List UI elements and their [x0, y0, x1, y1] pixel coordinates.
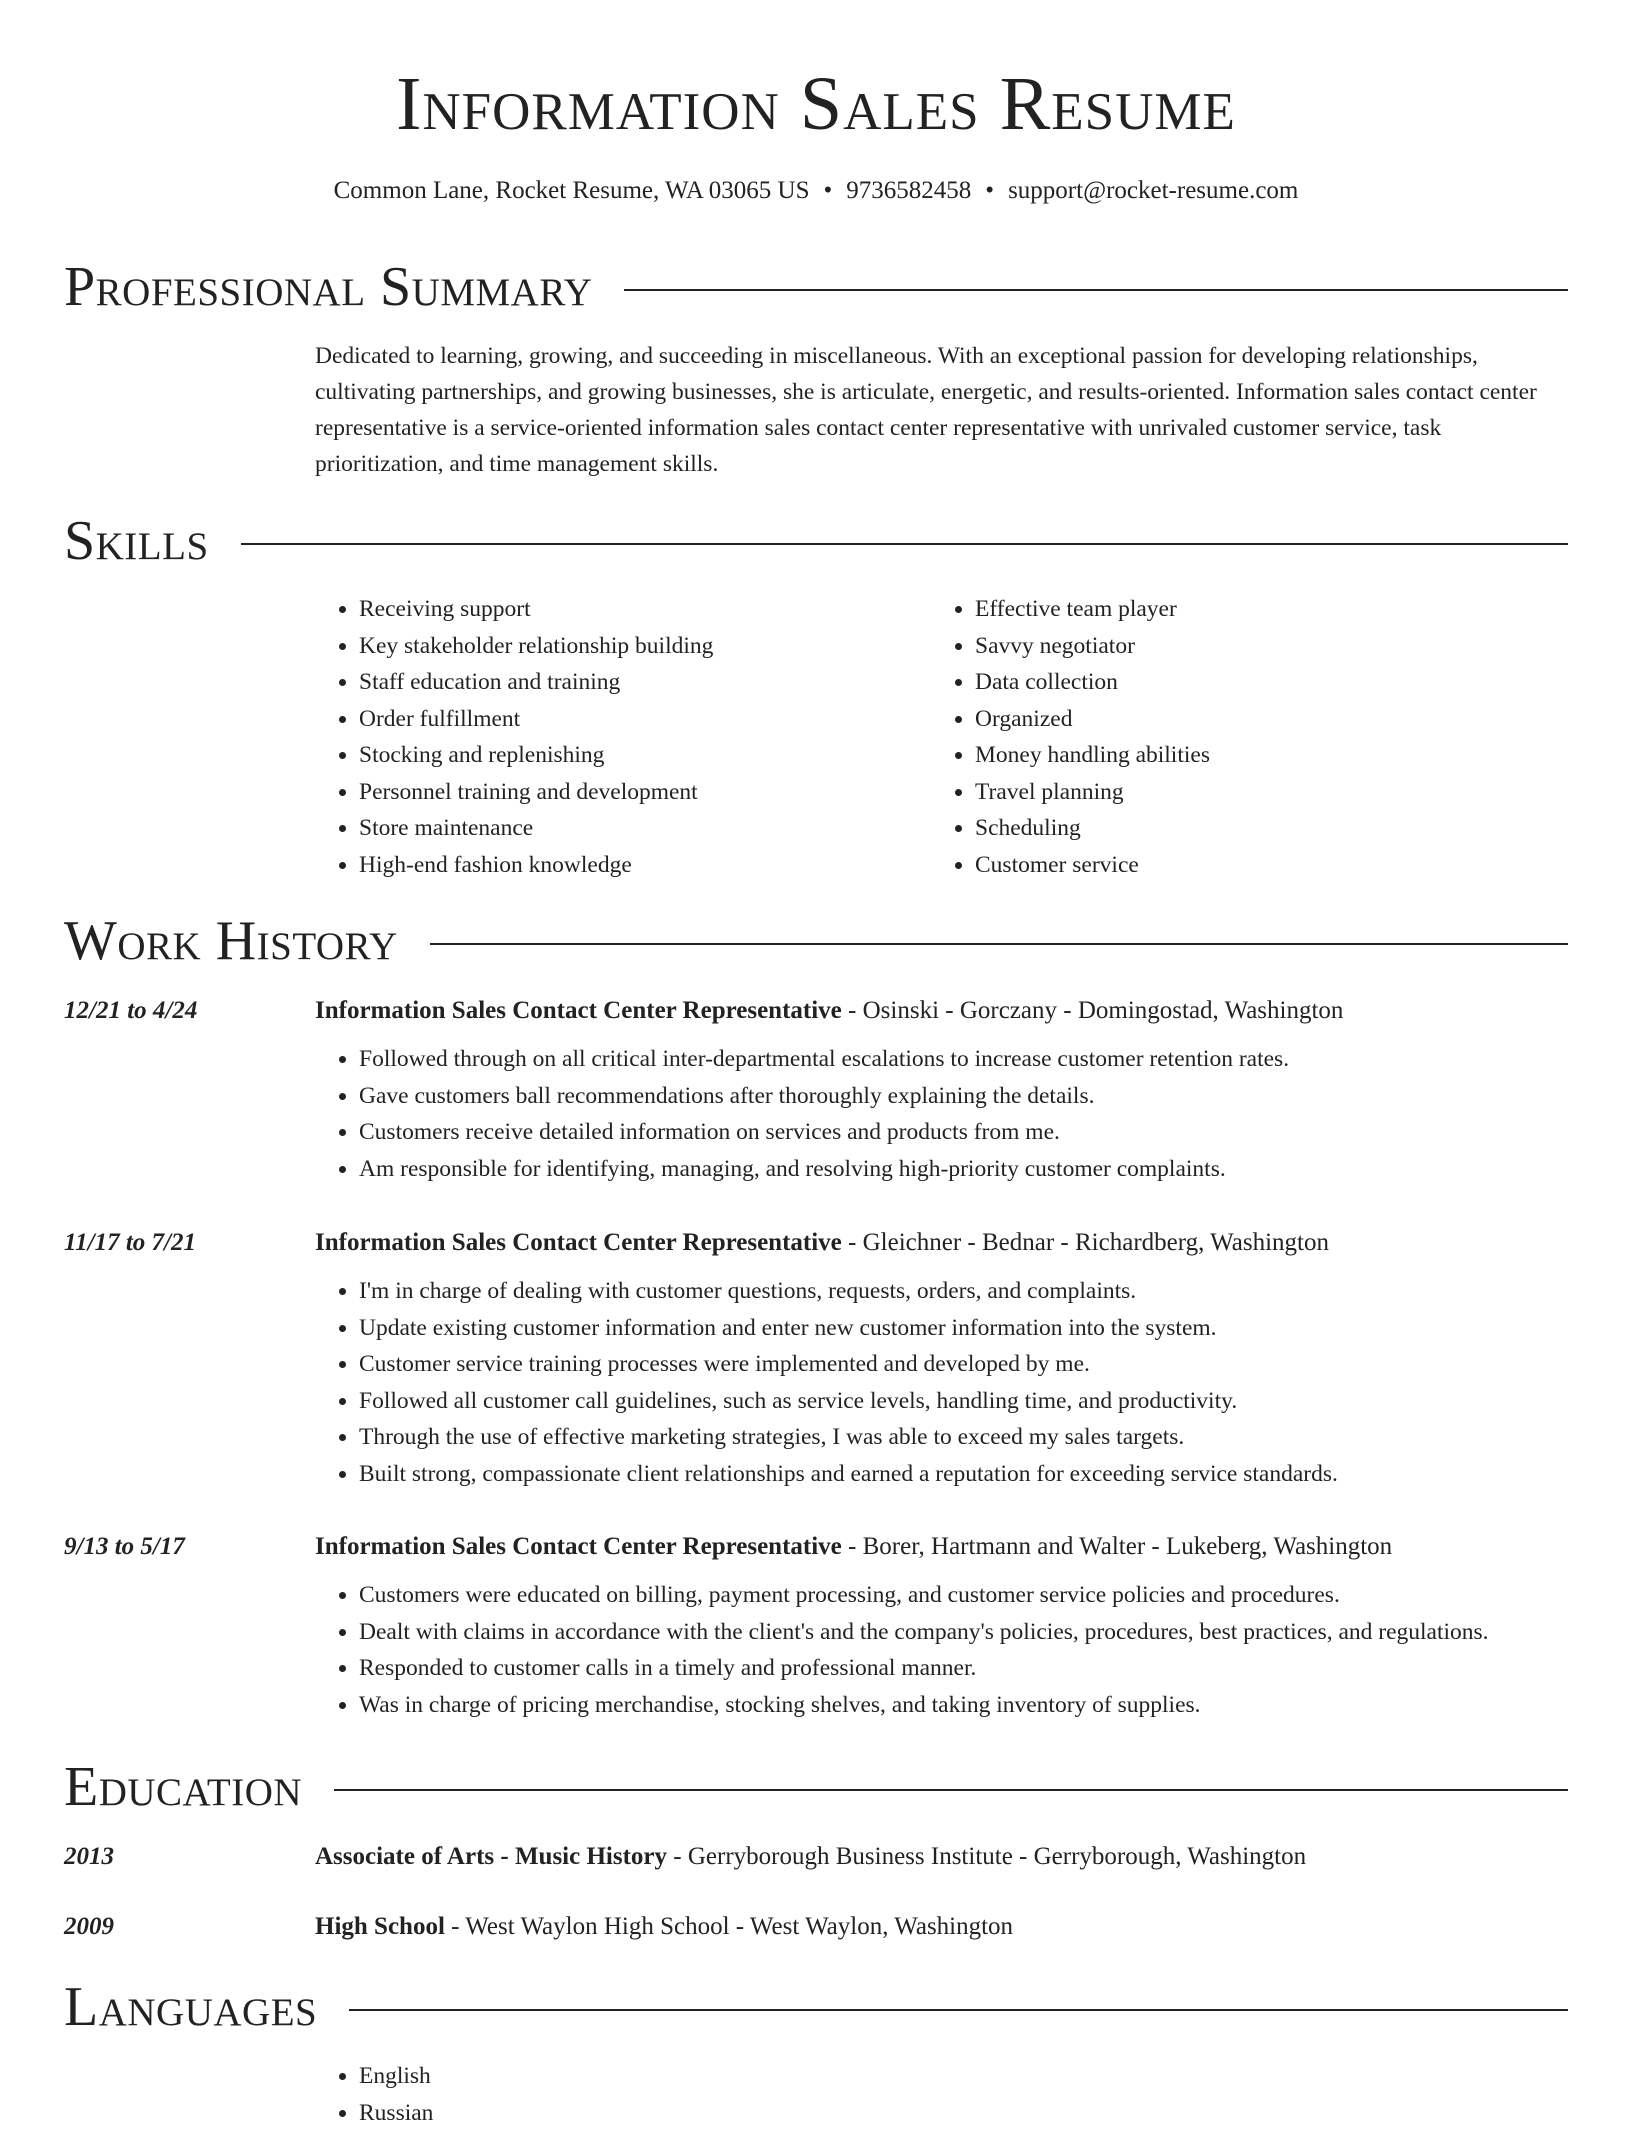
education-year: 2009 — [64, 1909, 114, 1945]
list-item: • I'm in charge of dealing with customer questions, requests, orders, and complaints. — [359, 1273, 1615, 1310]
section-heading-skills — [64, 506, 1568, 576]
education-title-line — [315, 1909, 1013, 1945]
job-employer: - Gleichner - Bednar - Richardberg, Washington — [842, 1229, 1329, 1256]
list-item: • High-end fashion knowledge — [359, 847, 915, 884]
job-duties — [315, 1041, 1615, 1187]
address: Common Lane, Rocket Resume, WA 03065 US — [334, 177, 810, 204]
contact-line — [0, 174, 1632, 208]
list-item: • Customers were educated on billing, payment processing, and customer service policies and procedures. — [359, 1577, 1615, 1614]
job-employer: - Osinski - Gorczany - Domingostad, Washington — [842, 997, 1344, 1024]
list-item: • Stocking and replenishing — [359, 737, 915, 774]
job-role: Information Sales Contact Center Representative — [315, 997, 842, 1024]
separator: • — [985, 174, 994, 208]
job-dates: 11/17 to 7/21 — [64, 1225, 196, 1261]
section-divider — [624, 289, 1568, 291]
list-item: • Travel planning — [975, 774, 1531, 811]
education-school: - West Waylon High School - West Waylon, Washington — [445, 1913, 1013, 1940]
list-item: • Scheduling — [975, 810, 1531, 847]
list-item: • Responded to customer calls in a timely and professional manner. — [359, 1650, 1615, 1687]
list-item: • Data collection — [975, 664, 1531, 701]
section-divider — [241, 543, 1568, 545]
job-duties — [315, 1577, 1615, 1723]
resume-title: Information Sales Resume — [0, 58, 1632, 150]
section-divider — [430, 943, 1568, 945]
section-heading-languages — [64, 1972, 1568, 2042]
list-item: • Dealt with claims in accordance with the client's and the company's policies, procedures, best practices, and regulations. — [359, 1614, 1615, 1651]
list-item: • Gave customers ball recommendations after thoroughly explaining the details. — [359, 1078, 1615, 1115]
list-item: • Was in charge of pricing merchandise, stocking shelves, and taking inventory of supplies. — [359, 1687, 1615, 1724]
list-item: • Staff education and training — [359, 664, 915, 701]
languages-list — [315, 2058, 915, 2131]
list-item: • Through the use of effective marketing strategies, I was able to exceed my sales targets. — [359, 1419, 1615, 1456]
job-title-line — [315, 1529, 1392, 1565]
section-title: Languages — [64, 1972, 317, 2042]
education-title-line — [315, 1839, 1306, 1875]
list-item: • Update existing customer information and enter new customer information into the system. — [359, 1310, 1615, 1347]
list-item: • Customer service — [975, 847, 1531, 884]
job-dates: 12/21 to 4/24 — [64, 993, 197, 1029]
job-dates: 9/13 to 5/17 — [64, 1529, 185, 1565]
education-year: 2013 — [64, 1839, 114, 1875]
list-item: • Am responsible for identifying, managing, and resolving high-priority customer complaints. — [359, 1151, 1615, 1188]
list-item: • Money handling abilities — [975, 737, 1531, 774]
education-degree: High School — [315, 1913, 445, 1940]
list-item: • Built strong, compassionate client relationships and earned a reputation for exceeding service standards. — [359, 1456, 1615, 1493]
section-divider — [334, 1789, 1568, 1791]
list-item: • Followed through on all critical inter-departmental escalations to increase customer retention rates. — [359, 1041, 1615, 1078]
list-item: • Customer service training processes were implemented and developed by me. — [359, 1346, 1615, 1383]
separator: • — [824, 174, 833, 208]
job-title-line — [315, 993, 1343, 1029]
job-role: Information Sales Contact Center Representative — [315, 1533, 842, 1560]
job-duties — [315, 1273, 1615, 1492]
section-title: Work History — [64, 906, 398, 976]
list-item: • Customers receive detailed information on services and products from me. — [359, 1114, 1615, 1151]
skills-column-right — [931, 591, 1531, 883]
phone: 9736582458 — [846, 177, 971, 204]
list-item: • Followed all customer call guidelines, such as service levels, handling time, and productivity. — [359, 1383, 1615, 1420]
section-heading-summary — [64, 252, 1568, 322]
job-title-line — [315, 1225, 1329, 1261]
education-school: - Gerryborough Business Institute - Gerryborough, Washington — [667, 1843, 1306, 1870]
email: support@rocket-resume.com — [1008, 177, 1298, 204]
section-heading-work-history — [64, 906, 1568, 976]
skills-column-left — [315, 591, 915, 883]
list-item: • Organized — [975, 701, 1531, 738]
job-employer: - Borer, Hartmann and Walter - Lukeberg, Washington — [842, 1533, 1392, 1560]
section-title: Skills — [64, 506, 209, 576]
list-item: • Savvy negotiator — [975, 628, 1531, 665]
list-item: • Order fulfillment — [359, 701, 915, 738]
education-degree: Associate of Arts - Music History — [315, 1843, 667, 1870]
list-item: • Personnel training and development — [359, 774, 915, 811]
list-item: • Effective team player — [975, 591, 1531, 628]
list-item: • Russian — [359, 2095, 915, 2131]
list-item: • English — [359, 2058, 915, 2095]
list-item: • Key stakeholder relationship building — [359, 628, 915, 665]
section-divider — [349, 2009, 1568, 2011]
summary-text: Dedicated to learning, growing, and succeeding in miscellaneous. With an exceptional passion for developing relationships, cultivating partnerships, and growing businesses, she is articulate, energetic, and results-oriented. Information sales contact center representative is a service-oriented information sales contact center representative with unrivaled customer service, task prioritization, and time management skills. — [315, 338, 1570, 482]
list-item: • Receiving support — [359, 591, 915, 628]
section-title: Education — [64, 1752, 302, 1822]
job-role: Information Sales Contact Center Representative — [315, 1229, 842, 1256]
section-title: Professional Summary — [64, 252, 592, 322]
section-heading-education — [64, 1752, 1568, 1822]
list-item: • Store maintenance — [359, 810, 915, 847]
